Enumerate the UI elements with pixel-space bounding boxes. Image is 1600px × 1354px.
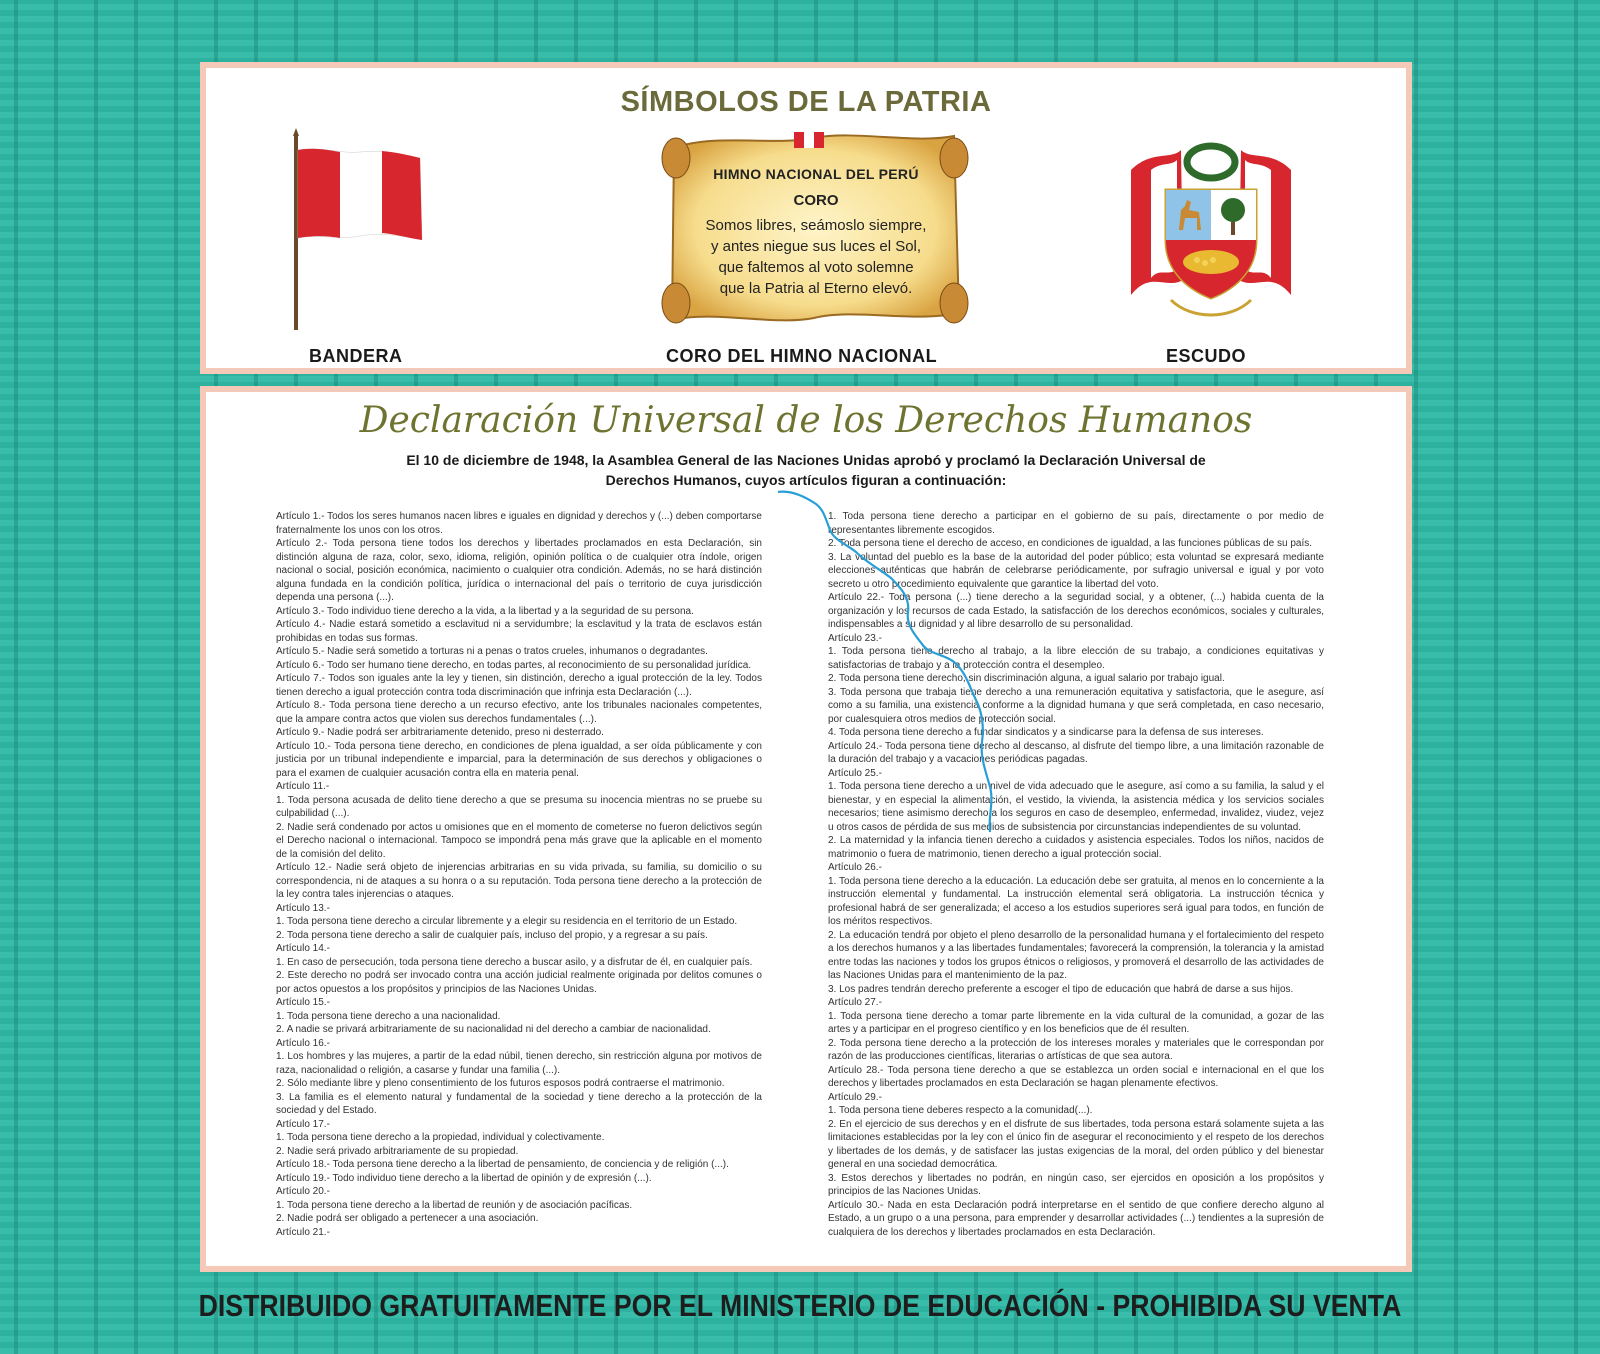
article-paragraph: 2. En el ejercicio de sus derechos y en el disfrute de sus libertades, toda persona estará solamente sujeta a las limitaciones establecidas por la ley con el único fin de asegurar el reconocimiento y el respeto de los derechos y libertades de los demás, y de satisfacer las justas exigencias de la moral, del orden público y del bienestar general en una sociedad democrática. (828, 1118, 1324, 1170)
article-paragraph: Artículo 28.- Toda persona tiene derecho a que se establezca un orden social e internacional en el que los derechos y libertades proclamados en esta Declaración se hagan plenamente efectivos. (828, 1064, 1324, 1089)
article-paragraph: Artículo 27.- (828, 997, 882, 1008)
article-paragraph: Artículo 8.- Toda persona tiene derecho a un recurso efectivo, ante los tribunales nacionales competentes, que la ampare contra actos que violen sus derechos fundamentales (...). (276, 700, 762, 725)
article-paragraph: 1. Toda persona tiene derecho a la educación. La educación debe ser gratuita, al menos en lo concerniente a la instrucción elemental y fundamental. La instrucción elemental será obligatoria. La instrucción técnica y profesional habrá de ser generalizada; el acceso a los estudios superiores será igual para todos, en función de los méritos respectivos. (828, 875, 1324, 927)
article-paragraph: Artículo 12.- Nadie será objeto de injerencias arbitrarias en su vida privada, su familia, su domicilio o su correspondencia, ni de ataques a su honra o a su reputación. Toda persona tiene derecho a la protección de la ley contra tales injerencias o ataques. (276, 862, 762, 900)
peru-flag-icon (290, 128, 430, 333)
anthem-verses (676, 215, 956, 299)
udhr-panel (200, 386, 1412, 1272)
article-paragraph: 3. La familia es el elemento natural y fundamental de la sociedad y tiene derecho a la protección de la sociedad y del Estado. (276, 1091, 762, 1116)
symbols-title: SÍMBOLOS DE LA PATRIA (620, 86, 992, 118)
article-paragraph: Artículo 2.- Toda persona tiene todos los derechos y libertades proclamados en esta Declaración, sin distinción alguna de raza, color, sexo, idioma, religión, opinión política o de cualquier otra índole, origen nacional o social, posición económica, nacimiento o cualquier otra condición. Además, no se hará distinción alguna fundada en la condición política, jurídica o internacional del país o territorio de cuya jurisdicción dependa una persona (...). (276, 538, 762, 603)
article-paragraph: Artículo 20.- (276, 1186, 330, 1197)
article-paragraph: Artículo 24.- Toda persona tiene derecho al descanso, al disfrute del tiempo libre, a una limitación razonable de la duración del trabajo y a vacaciones periódicas pagadas. (828, 740, 1324, 765)
shield-caption: ESCUDO (1166, 346, 1247, 366)
article-paragraph: Artículo 4.- Nadie estará sometido a esclavitud ni a servidumbre; la esclavitud y la trata de esclavos están prohibidas en todas sus formas. (276, 619, 762, 644)
article-paragraph: 1. Toda persona tiene derecho a un nivel de vida adecuado que le asegure, así como a su familia, la salud y el bienestar, y en especial la alimentación, el vestido, la vivienda, la asistencia médica y los servicios sociales necesarios; tiene asimismo derecho a los seguros en caso de desempleo, enfermedad, invalidez, viudez, vejez u otros casos de pérdida de sus medios de subsistencia por circunstancias independientes de su voluntad. (828, 781, 1324, 833)
article-paragraph: Artículo 21.- (276, 1226, 330, 1238)
article-paragraph: Artículo 5.- Nadie será sometido a torturas ni a penas o tratos crueles, inhumanos o degradantes. (276, 646, 708, 657)
article-paragraph: 2. Toda persona tiene el derecho de acceso, en condiciones de igualdad, a las funciones públicas de su país. (828, 538, 1313, 549)
anthem-heading: HIMNO NACIONAL DEL PERÚ (713, 166, 919, 182)
article-paragraph: 4. Toda persona tiene derecho a fundar sindicatos y a sindicarse para la defensa de sus intereses. (828, 727, 1264, 738)
article-paragraph: Artículo 17.- (276, 1118, 330, 1130)
article-paragraph: Artículo 14.- (276, 943, 330, 954)
article-paragraph: 2. Toda persona tiene derecho a salir de cualquier país, incluso del propio, y a regresar a su país. (276, 929, 708, 941)
right-articles-column (828, 510, 1324, 1239)
anthem-caption: CORO DEL HIMNO NACIONAL (666, 346, 938, 366)
article-paragraph: 3. La voluntad del pueblo es la base de la autoridad del poder público; esta voluntad se expresará mediante elecciones auténticas que habrán de celebrarse periódicamente, por sufragio universal e igual y por voto secreto u otro procedimiento equivalente que garantice la libertad del voto. (828, 551, 1324, 590)
symbols-panel (200, 62, 1412, 374)
article-paragraph: Artículo 23.- (828, 632, 882, 644)
anthem-line: Somos libres, seámoslo siempre, (705, 217, 927, 234)
article-paragraph: 1. Toda persona tiene derecho al trabajo, a la libre elección de su trabajo, a condiciones equitativas y satisfactorias de trabajo y a la protección contra el desempleo. (828, 646, 1324, 671)
article-paragraph: Artículo 26.- (828, 862, 882, 873)
article-paragraph: Artículo 29.- (828, 1091, 882, 1103)
article-paragraph: Artículo 7.- Todos son iguales ante la ley y tienen, sin distinción, derecho a igual protección de la ley. Todos tienen derecho a igual protección contra toda discriminación que infrinja esta Declaración (...). (276, 673, 762, 698)
article-paragraph: Artículo 25.- (828, 767, 882, 779)
article-paragraph: 2. Este derecho no podrá ser invocado contra una acción judicial realmente originada por delitos comunes o por actos opuestos a los propósitos y principios de las Naciones Unidas. (276, 970, 762, 995)
footer-notice: DISTRIBUIDO GRATUITAMENTE POR EL MINISTERIO DE EDUCACIÓN - PROHIBIDA SU VENTA (198, 1288, 1402, 1323)
article-paragraph: Artículo 9.- Nadie podrá ser arbitrariamente detenido, preso ni desterrado. (276, 727, 604, 738)
article-paragraph: 2. Sólo mediante libre y pleno consentimiento de los futuros esposos podrá contraerse el matrimonio. (276, 1078, 725, 1089)
article-paragraph: Artículo 13.- (276, 902, 330, 914)
anthem-line: y antes niegue sus luces el Sol, (710, 238, 922, 255)
article-paragraph: 3. Estos derechos y libertades no podrán, en ningún caso, ser ejercidos en oposición a los propósitos y principios de las Naciones Unidas. (828, 1172, 1324, 1197)
article-paragraph: 2. Nadie será condenado por actos u omisiones que en el momento de cometerse no fueron delictivos según el Derecho nacional o internacional. Tampoco se impondrá pena más grave que la aplicable en el momento de la comisión del delito. (276, 821, 762, 860)
article-paragraph: 1. Los hombres y las mujeres, a partir de la edad núbil, tienen derecho, sin restricción alguna por motivos de raza, nacionalidad o religión, a casarse y fundar una familia (...). (276, 1051, 762, 1076)
article-paragraph: 1. Toda persona tiene derecho a participar en el gobierno de su país, directamente o por medio de representantes libremente escogidos. (828, 511, 1324, 536)
article-paragraph: 1. Toda persona tiene derecho a circular libremente y a elegir su residencia en el territorio de un Estado. (276, 916, 738, 927)
article-paragraph: 2. La maternidad y la infancia tienen derecho a cuidados y asistencia especiales. Todos los niños, nacidos de matrimonio o fuera de matrimonio, tienen derecho a igual protección social. (828, 835, 1324, 860)
article-paragraph: Artículo 1.- Todos los seres humanos nacen libres e iguales en dignidad y derechos y (...) deben comportarse fraternalmente los unos con los otros. (276, 511, 762, 536)
article-paragraph: 3. Los padres tendrán derecho preferente a escoger el tipo de educación que habrá de darse a sus hijos. (828, 983, 1294, 995)
anthem-subheading: CORO (793, 192, 839, 209)
article-paragraph: 1. Toda persona tiene derecho a tomar parte libremente en la vida cultural de la comunidad, a gozar de las artes y a participar en el progreso científico y en los beneficios que de él resulten. (828, 1010, 1324, 1035)
article-paragraph: Artículo 15.- (276, 997, 330, 1008)
article-paragraph: Artículo 19.- Todo individuo tiene derecho a la libertad de opinión y de expresión (...). (276, 1172, 652, 1184)
article-paragraph: Artículo 16.- (276, 1037, 330, 1049)
anthem-line: que faltemos al voto solemne (718, 259, 914, 276)
article-paragraph: Artículo 3.- Todo individuo tiene derecho a la vida, a la libertad y a la seguridad de su persona. (276, 605, 694, 617)
article-paragraph: 1. Toda persona tiene derecho a la propiedad, individual y colectivamente. (276, 1132, 605, 1143)
flag-caption: BANDERA (309, 346, 403, 366)
anthem-text (676, 166, 956, 299)
article-paragraph: 1. Toda persona tiene deberes respecto a la comunidad(...). (828, 1105, 1093, 1116)
article-paragraph: 1. Toda persona tiene derecho a la libertad de reunión y de asociación pacíficas. (276, 1199, 633, 1211)
article-paragraph: 2. Nadie será privado arbitrariamente de su propiedad. (276, 1145, 519, 1157)
article-paragraph: Artículo 11.- (276, 781, 330, 792)
article-paragraph: Artículo 18.- Toda persona tiene derecho a la libertad de pensamiento, de conciencia y de religión (...). (276, 1159, 729, 1170)
article-paragraph: 1. Toda persona acusada de delito tiene derecho a que se presuma su inocencia mientras no se pruebe su culpabilidad (...). (276, 794, 762, 819)
article-paragraph: 2. Toda persona tiene derecho a la protección de los intereses morales y materiales que le correspondan por razón de las producciones científicas, literarias o artísticas de que sea autora. (828, 1037, 1324, 1062)
article-paragraph: Artículo 6.- Todo ser humano tiene derecho, en todas partes, al reconocimiento de su personalidad jurídica. (276, 659, 752, 671)
article-paragraph: 3. Toda persona que trabaja tiene derecho a una remuneración equitativa y satisfactoria, que le asegure, así como a su familia, una existencia conforme a la dignidad humana y que será completada, en caso necesario, por cualesquiera otros medios de protección social. (828, 686, 1324, 725)
article-paragraph: 1. Toda persona tiene derecho a una nacionalidad. (276, 1010, 501, 1022)
left-articles-column (276, 510, 762, 1239)
article-paragraph: 2. Toda persona tiene derecho, sin discriminación alguna, a igual salario por trabajo igual. (828, 673, 1225, 684)
coat-of-arms-icon (1111, 130, 1311, 330)
udhr-title: Declaración Universal de los Derechos Humanos (359, 400, 1253, 441)
article-paragraph: 2. A nadie se privará arbitrariamente de su nacionalidad ni del derecho a cambiar de nacionalidad. (276, 1024, 711, 1035)
article-paragraph: 1. En caso de persecución, toda persona tiene derecho a buscar asilo, y a disfrutar de él, en cualquier país. (276, 956, 753, 968)
udhr-intro: El 10 de diciembre de 1948, la Asamblea General de las Naciones Unidas aprobó y proclamó la Declaración Universal de Derechos Humanos, cuyos artículos figuran a continuación: (406, 452, 1206, 488)
anthem-line: que la Patria al Eterno elevó. (719, 280, 913, 297)
article-paragraph: 2. La educación tendrá por objeto el pleno desarrollo de la personalidad humana y el fortalecimiento del respeto a los derechos humanos y a las libertades fundamentales; favorecerá la comprensión, la tolerancia y la amistad entre todas las naciones y todos los grupos étnicos o religiosos, y promoverá el desarrollo de las actividades de las Naciones Unidas para el mantenimiento de la paz. (828, 929, 1324, 981)
article-paragraph: 2. Nadie podrá ser obligado a pertenecer a una asociación. (276, 1213, 539, 1224)
article-paragraph: Artículo 10.- Toda persona tiene derecho, en condiciones de plena igualdad, a ser oída públicamente y con justicia por un tribunal independiente e imparcial, para la determinación de sus derechos y obligaciones o para el examen de cualquier acusación contra ella en materia penal. (276, 740, 762, 779)
article-paragraph: Artículo 30.- Nada en esta Declaración podrá interpretarse en el sentido de que confiere derecho alguno al Estado, a un grupo o a una persona, para emprender y desarrollar actividades (...) tendientes a la supresión de cualquiera de los derechos y libertades proclamados en esta Declaración. (828, 1199, 1324, 1238)
article-paragraph: Artículo 22.- Toda persona (...) tiene derecho a la seguridad social, y a obtener, (...) habida cuenta de la organización y los recursos de cada Estado, la satisfacción de los derechos económicos, sociales y culturales, indispensables a su dignidad y al libre desarrollo de su personalidad. (828, 592, 1324, 630)
